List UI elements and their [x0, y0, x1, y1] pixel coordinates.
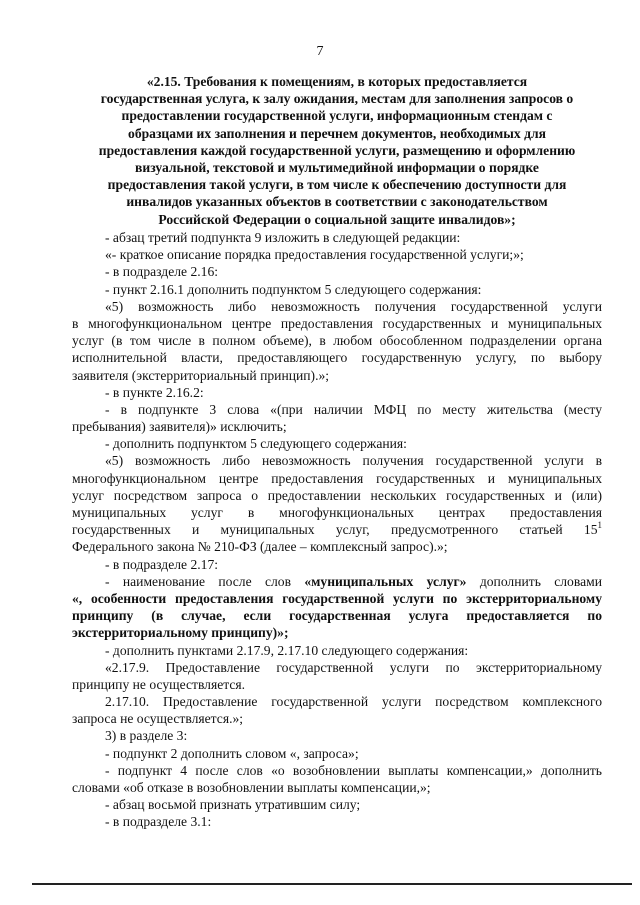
text-line: [72, 573, 602, 590]
heading-line: предоставления каждой государственной услуги, размещению и оформлению: [98, 142, 576, 158]
text-line: принципу (в случае, если государственная услуга предоставляется по: [72, 608, 602, 624]
text-fragment: - наименование после слов: [105, 573, 305, 589]
heading-line: Российской Федерации о социальной защите инвалидов»;: [158, 211, 516, 227]
text-line: муниципальных услуг в многофункциональных центрах предоставления: [72, 505, 602, 520]
text-fragment: государственных и муниципальных услуг, предусмотренного статьей 15: [72, 522, 598, 538]
page-number: 7: [316, 44, 324, 59]
text-line: услуг посредством запроса о предоставлении нескольких государственных и (или): [72, 487, 602, 503]
text-line: 3) в разделе 3:: [105, 728, 188, 744]
text-line: - абзац восьмой признать утратившим силу;: [105, 797, 361, 813]
heading-line: визуальной, текстовой и мультимедийной информации о порядке: [135, 159, 539, 175]
text-line: многофункциональном центре предоставления государственных и муниципальных: [72, 470, 602, 486]
text-line: «, особенности предоставления государственной услуги по экстерриториальному: [72, 590, 602, 606]
heading-line: предоставлении государственной услуги, информационным стендам с: [121, 108, 553, 124]
text-line: - дополнить пунктами 2.17.9, 2.17.10 следующего содержания:: [105, 642, 469, 658]
document-body: [72, 229, 602, 831]
superscript: 1: [597, 519, 602, 530]
heading-line: образцами их заполнения и перечнем документов, необходимых для: [128, 125, 546, 141]
text-line: - в подпункте 3 слова «(при наличии МФЦ по месту жительства (месту: [105, 401, 602, 417]
section-heading: [72, 73, 602, 228]
text-line: услуг (в том числе в полном объеме), в любом обособленном подразделении органа: [72, 333, 602, 349]
text-line: словами «об отказе в возобновлении выплаты компенсации,»;: [72, 780, 431, 795]
text-line: «- краткое описание порядка предоставления государственной услуги;»;: [105, 247, 524, 263]
text-line: - в подразделе 2.16:: [105, 264, 219, 280]
text-line: исполнительной власти, предоставляющего государственную услугу, по выбору: [72, 350, 602, 366]
heading-line: «2.15. Требования к помещениям, в которых предоставляется: [146, 74, 528, 89]
text-line: [72, 521, 602, 538]
text-line: 2.17.10. Предоставление государственной услуги посредством комплексного: [105, 694, 602, 710]
text-line: «2.17.9. Предоставление государственной услуги по экстерриториальному: [105, 659, 602, 675]
text-line: - подпункт 4 после слов «о возобновлении выплаты компенсации,» дополнить: [105, 762, 602, 778]
text-line: Федерального закона № 210-ФЗ (далее – комплексный запрос).»;: [72, 539, 448, 555]
text-line: - пункт 2.16.1 дополнить подпунктом 5 следующего содержания:: [105, 281, 482, 297]
text-fragment: дополнить словами: [466, 573, 603, 589]
text-line: «5) возможность либо невозможность получения государственной услуги в: [105, 453, 602, 469]
heading-line: государственная услуга, к залу ожидания, местам для заполнения запросов о: [100, 91, 574, 107]
text-line: «5) возможность либо невозможность получения государственной услуги: [105, 298, 602, 314]
footer-rule: [32, 883, 632, 885]
text-line: запроса не осуществляется.»;: [72, 711, 244, 727]
text-line: в многофункциональном центре предоставления государственных и муниципальных: [72, 315, 602, 331]
bold-fragment: «муниципальных услуг»: [304, 573, 467, 589]
text-line: пребывания) заявителя)» исключить;: [72, 419, 287, 435]
heading-line: инвалидов указанных объектов в соответствии с законодательством: [126, 194, 548, 210]
text-line: - подпункт 2 дополнить словом «, запроса»;: [105, 745, 359, 761]
text-line: - абзац третий подпункта 9 изложить в следующей редакции:: [105, 230, 461, 245]
text-line: экстерриториальному принципу)»;: [72, 625, 289, 641]
text-line: - в пункте 2.16.2:: [105, 384, 204, 400]
text-line: - в подразделе 3.1:: [105, 814, 212, 830]
text-line: - в подразделе 2.17:: [105, 556, 219, 572]
text-line: заявителя (экстерриториальный принцип).»;: [72, 367, 330, 383]
heading-line: предоставления такой услуги, в том числе к обеспечению доступности для: [107, 177, 567, 193]
text-line: - дополнить подпунктом 5 следующего содержания:: [105, 436, 407, 452]
text-line: принципу не осуществляется.: [72, 676, 246, 692]
